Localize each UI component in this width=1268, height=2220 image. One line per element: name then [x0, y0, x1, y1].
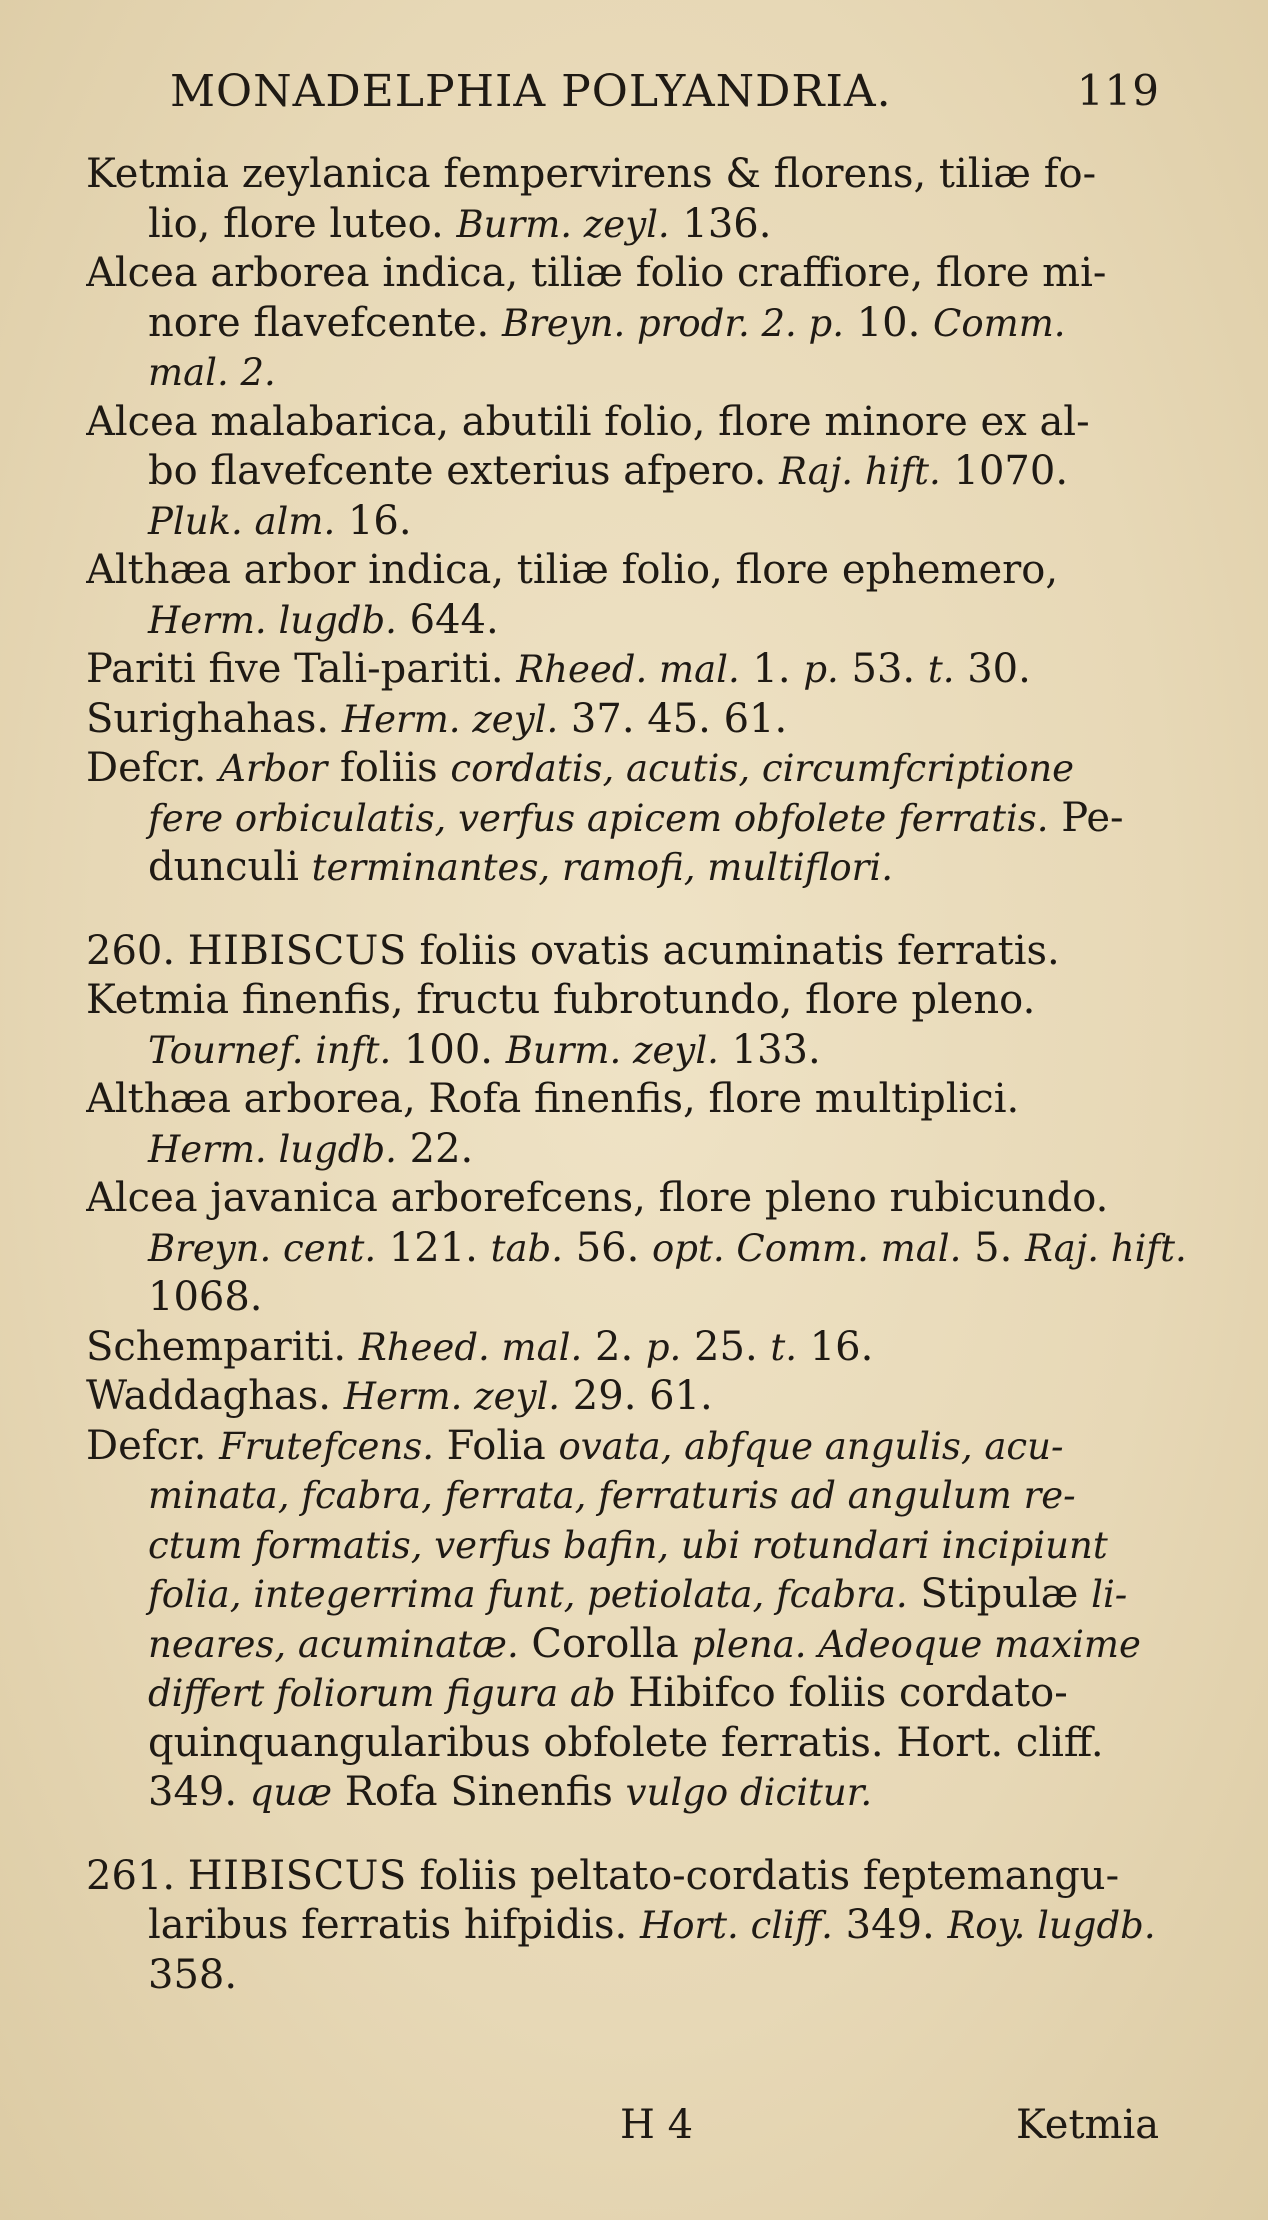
italic-text: Raj. hift.: [779, 450, 941, 493]
roman-text: 16.: [797, 1323, 874, 1370]
italic-text: Comm.: [933, 301, 1066, 345]
roman-text: foliis: [327, 745, 451, 791]
text-line: [86, 1422, 1196, 1472]
roman-text: 133.: [718, 1026, 821, 1073]
roman-text: Alcea malabarica, abutili folio, flore minore ex al-: [86, 398, 1090, 445]
roman-text: Folia: [433, 1422, 559, 1469]
text-line: [86, 645, 1196, 695]
roman-text: 29. 61.: [560, 1373, 713, 1419]
roman-text: Rofa Sinenfis: [332, 1769, 626, 1815]
roman-text: Alcea arborea indica, tiliæ folio craffiore, flore mi-: [86, 250, 1107, 296]
roman-text: 349.: [832, 1902, 948, 1948]
text-line: [86, 1273, 1196, 1323]
italic-text: tab.: [490, 1226, 563, 1270]
roman-text: Corolla: [518, 1620, 692, 1667]
roman-text: 260.: [86, 927, 188, 974]
roman-text: Schempariti.: [86, 1323, 359, 1370]
text-line: [86, 927, 1196, 977]
roman-text: 121.: [376, 1224, 491, 1271]
italic-text: Herm. lugdb.: [148, 1127, 397, 1171]
roman-text: HIBISCUS: [187, 1852, 407, 1899]
text-line: [86, 695, 1196, 745]
italic-text: Rheed. mal.: [516, 648, 740, 691]
italic-text: Frutefcens.: [219, 1424, 434, 1468]
roman-text: quinquangularibus obfolete ferratis. Hort. cliff.: [148, 1719, 1104, 1766]
roman-text: Stipulæ: [907, 1571, 1092, 1617]
italic-text: plena. Adeoque maxime: [691, 1622, 1141, 1666]
italic-text: Arbor: [219, 747, 328, 790]
text-line: [86, 1026, 1196, 1076]
roman-text: Hibifco foliis cordato-: [615, 1670, 1068, 1716]
roman-text: Waddaghas.: [86, 1373, 344, 1419]
italic-text: folia, integerrima funt, petiolata, fcabra.: [148, 1573, 908, 1616]
italic-text: Raj. hift.: [1025, 1226, 1187, 1270]
italic-text: t.: [770, 1325, 798, 1369]
roman-text: Defcr.: [86, 745, 220, 791]
roman-text: foliis ovatis acuminatis ferratis.: [406, 927, 1060, 974]
text-line: [86, 1521, 1196, 1571]
italic-text: Roy. lugdb.: [947, 1904, 1156, 1947]
roman-text: 261.: [86, 1852, 188, 1899]
italic-text: Herm. zeyl.: [343, 1375, 561, 1418]
italic-text: minata, fcabra, ferrata, ferraturis ad angulum re-: [148, 1474, 1076, 1517]
text-line: [86, 1125, 1196, 1175]
roman-text: Defcr.: [86, 1422, 220, 1469]
roman-text: HIBISCUS: [187, 927, 407, 974]
text-line: [86, 1323, 1196, 1373]
roman-text: dunculi: [148, 844, 312, 890]
roman-text: Althæa arbor indica, tiliæ folio, flore ephemero,: [86, 547, 1059, 593]
roman-text: laribus ferratis hifpidis.: [148, 1902, 640, 1948]
italic-text: Burm. zeyl.: [456, 202, 670, 246]
text-line: [86, 1951, 1196, 2001]
roman-text: Althæa arborea, Rofa finenfis, flore multiplici.: [86, 1076, 1020, 1122]
text-line: [86, 249, 1196, 299]
roman-text: bo flavefcente exterius afpero.: [148, 448, 780, 494]
roman-text: 2.: [582, 1323, 646, 1370]
roman-text: Pariti five Tali-pariti.: [86, 646, 517, 692]
roman-text: 16.: [335, 497, 412, 544]
roman-text: 53.: [838, 646, 928, 692]
roman-text: 136.: [669, 200, 772, 247]
running-title: MONADELPHIA POLYANDRIA.: [170, 66, 892, 117]
italic-text: vulgo dicitur.: [625, 1771, 873, 1814]
roman-text: 644.: [396, 596, 499, 643]
roman-text: 37. 45. 61.: [558, 695, 788, 742]
text-line: [86, 1075, 1196, 1125]
signature-mark: H 4: [620, 2102, 694, 2148]
roman-text: 100.: [391, 1026, 506, 1073]
roman-text: nore flavefcente.: [148, 299, 502, 346]
italic-text: fere orbiculatis, verfus apicem obfolete ferratis.: [148, 796, 1049, 840]
roman-text: Ketmia finenfis, fructu fubrotundo, flore pleno.: [86, 977, 1036, 1023]
roman-text: 25.: [681, 1323, 771, 1370]
italic-text: neares, acuminatæ.: [148, 1622, 519, 1666]
text-line: [86, 1174, 1196, 1224]
text-line: [86, 596, 1196, 646]
text-line: [86, 744, 1196, 794]
italic-text: Herm. zeyl.: [341, 697, 559, 741]
italic-text: quæ: [249, 1771, 333, 1814]
italic-text: differt foliorum figura ab: [148, 1672, 616, 1715]
text-line: [86, 546, 1196, 596]
text-line: [86, 1372, 1196, 1422]
text-line: [86, 1224, 1196, 1274]
roman-text: 10.: [843, 299, 934, 346]
text-body: [86, 150, 1196, 2000]
italic-text: mal. 2.: [148, 351, 276, 394]
text-line: [86, 398, 1196, 448]
text-line: [86, 200, 1196, 250]
text-line: [86, 1570, 1196, 1620]
text-line: [86, 976, 1196, 1026]
roman-text: 349.: [148, 1769, 250, 1815]
italic-text: terminantes, ramofi, multiflori.: [311, 846, 893, 889]
italic-text: p.: [645, 1325, 682, 1369]
italic-text: ctum formatis, verfus bafin, ubi rotundari incipiunt: [148, 1523, 1108, 1567]
italic-text: cordatis, acutis, circumfcriptione: [450, 747, 1075, 790]
italic-text: Tournef. inft.: [148, 1028, 392, 1072]
text-line: [86, 794, 1196, 844]
page-number: 119: [1076, 66, 1160, 115]
italic-text: li-: [1091, 1573, 1128, 1616]
italic-text: t.: [927, 648, 955, 691]
text-line: [86, 1669, 1196, 1719]
text-line: [86, 1768, 1196, 1818]
text-line: [86, 1719, 1196, 1769]
italic-text: Rheed. mal.: [358, 1325, 583, 1369]
roman-text: 1068.: [148, 1274, 263, 1320]
roman-text: 1.: [739, 646, 804, 692]
roman-text: 1070.: [940, 448, 1069, 494]
roman-text: Surighahas.: [86, 695, 342, 742]
text-line: [86, 348, 1196, 398]
roman-text: lio, flore luteo.: [148, 200, 457, 247]
text-line: [86, 447, 1196, 497]
italic-text: Herm. lugdb.: [148, 598, 397, 642]
text-line: [86, 497, 1196, 547]
text-line: [86, 299, 1196, 349]
roman-text: Alcea javanica arborefcens, flore pleno rubicundo.: [86, 1175, 1109, 1221]
running-header: [170, 66, 1170, 117]
text-line: [86, 843, 1196, 893]
italic-text: Burm. zeyl.: [505, 1028, 719, 1072]
roman-text: 5.: [961, 1224, 1025, 1271]
text-line: [86, 1852, 1196, 1902]
roman-text: Pe-: [1048, 794, 1124, 841]
roman-text: 22.: [396, 1125, 474, 1172]
roman-text: 56.: [562, 1224, 653, 1271]
italic-text: Hort. cliff.: [639, 1904, 833, 1947]
text-line: [86, 1620, 1196, 1670]
italic-text: p.: [803, 648, 839, 691]
text-line: [86, 1471, 1196, 1521]
italic-text: Breyn. cent.: [148, 1226, 377, 1270]
roman-text: 358.: [148, 1951, 238, 1998]
text-line: [86, 150, 1196, 200]
roman-text: foliis peltato-cordatis feptemangu-: [406, 1852, 1120, 1899]
catchword: Ketmia: [1016, 2102, 1160, 2148]
italic-text: ovata, abfque angulis, acu-: [558, 1424, 1064, 1468]
roman-text: Ketmia zeylanica fempervirens & florens, tiliæ fo-: [86, 151, 1097, 197]
italic-text: Breyn. prodr. 2. p.: [501, 301, 844, 345]
italic-text: opt. Comm. mal.: [652, 1226, 962, 1270]
italic-text: Pluk. alm.: [148, 499, 336, 543]
roman-text: 30.: [954, 646, 1031, 692]
text-line: [86, 1901, 1196, 1951]
